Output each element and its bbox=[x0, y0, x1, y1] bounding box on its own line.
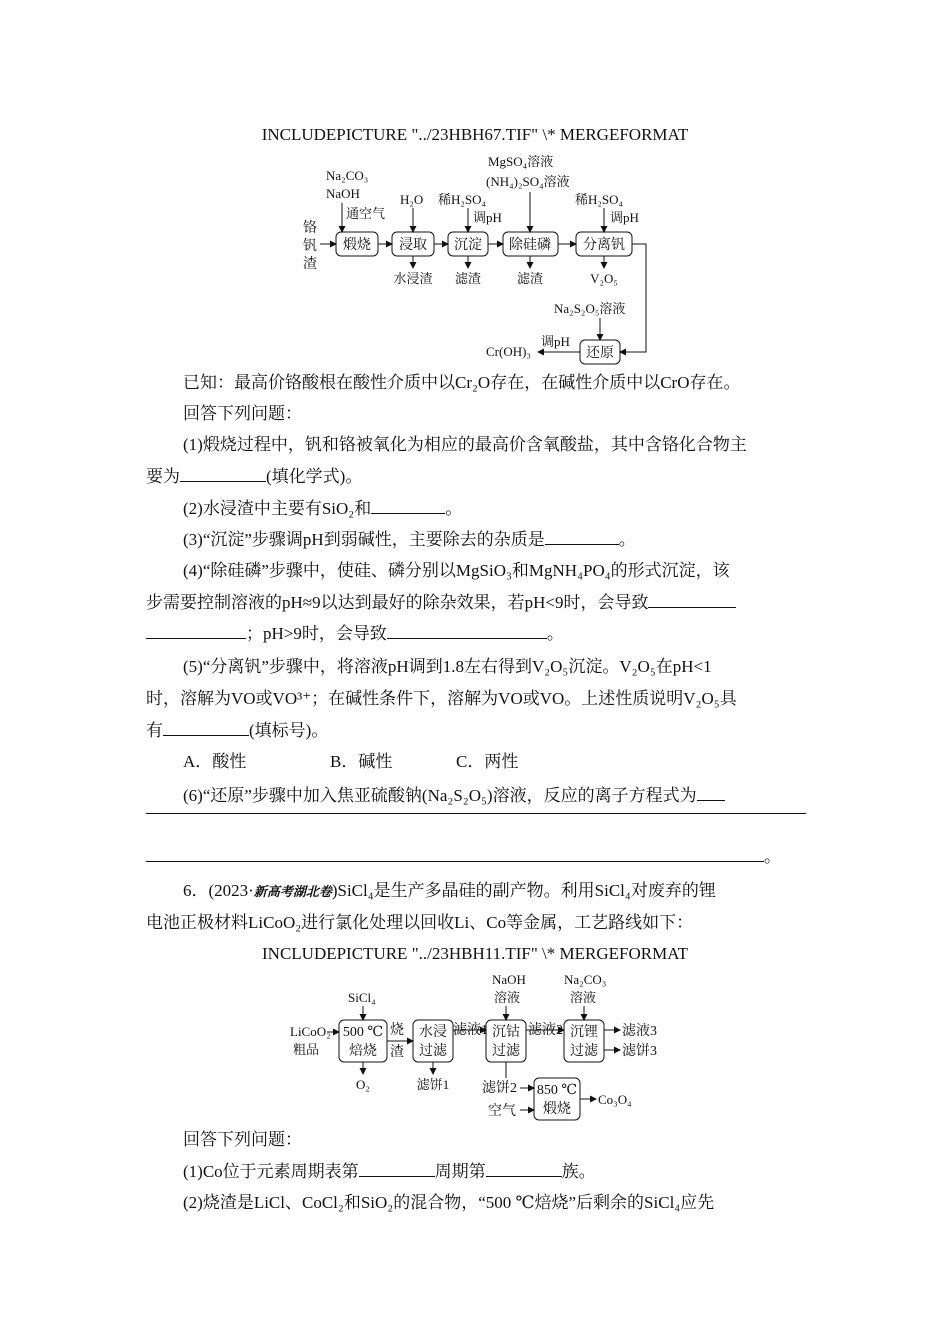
p6-line2: 电池正极材料LiCoO₂进行氯化处理以回收Li、Co等金属，工艺路线如下： bbox=[146, 913, 694, 932]
start-char-2: 钒 bbox=[303, 239, 317, 254]
reagent-h2o: H₂O bbox=[400, 192, 424, 207]
box4-line1: 沉锂 bbox=[570, 1025, 598, 1040]
box-desilicon: 除硅磷 bbox=[509, 238, 551, 253]
source-tag: 新高考湖北卷 bbox=[253, 884, 332, 899]
q4-line2: 步需要控制溶液的pH≈9以达到最好的除杂效果，若pH<9时，会导致 bbox=[146, 591, 736, 614]
known-statement: 已知：最高价铬酸根在酸性介质中以Cr₂O存在，在碱性介质中以CrO存在。 bbox=[183, 373, 741, 392]
box-precipitate: 沉淀 bbox=[454, 238, 482, 253]
q8: (2)烧渣是LiCl、CoCl₂和SiO₂的混合物，“500 ℃焙烧”后剩余的SiCl₄应先 bbox=[183, 1193, 715, 1212]
reagent-adjust-ph-2: 调pH bbox=[610, 210, 639, 225]
q6-line1: (6)“还原”步骤中加入焦亚硫酸钠(Na₂S₂O₅)溶液，反应的离子方程式为 bbox=[183, 784, 725, 807]
q5-option-c[interactable]: C．两性 bbox=[456, 752, 519, 771]
box1-line1: 500 ℃ bbox=[342, 1025, 384, 1040]
out-residue-1: 滤渣 bbox=[454, 271, 482, 286]
reagent-na2co3: Na₂CO₃ bbox=[564, 972, 607, 987]
q5-line1: (5)“分离钒”步骤中，将溶液pH调到1.8左右得到V₂O₅沉淀。V₂O₅在pH<1 bbox=[183, 657, 712, 676]
q5-line2: 时，溶解为VO或VO³⁺；在碱性条件下，溶解为VO或VO。上述性质说明V₂O₅具 bbox=[146, 689, 737, 708]
reagent-naoh-sol: 溶液 bbox=[494, 990, 521, 1005]
reagent-dilute-h2so4-1: 稀H₂SO₄ bbox=[438, 192, 487, 207]
answer-blank[interactable] bbox=[359, 1160, 435, 1177]
box-calcine: 煅烧 bbox=[343, 238, 371, 253]
out-v2o5: V₂O₅ bbox=[590, 271, 618, 286]
out-residue-2: 滤渣 bbox=[516, 271, 544, 286]
include-picture-1: INCLUDEPICTURE "../23HBH67.TIF" \* MERGEFORMAT bbox=[261, 125, 689, 144]
final-cake3: 滤饼3 bbox=[622, 1044, 657, 1059]
mid-ash-1: 烧 bbox=[390, 1023, 404, 1038]
out-o2: O₂ bbox=[356, 1077, 370, 1092]
box5-line1: 850 ℃ bbox=[536, 1083, 578, 1098]
answer-blank[interactable] bbox=[486, 1160, 562, 1177]
start-crude: 粗品 bbox=[293, 1042, 320, 1057]
box3-line1: 沉钴 bbox=[492, 1025, 520, 1040]
reagent-nh4-2so4: (NH₄)₂SO₄溶液 bbox=[486, 174, 570, 189]
q1-line1: (1)煅烧过程中，钒和铬被氧化为相应的最高价含氧酸盐，其中含铬化合物主 bbox=[183, 435, 747, 454]
start-licoo2: LiCoO₂ bbox=[290, 1024, 331, 1039]
out-cake1: 滤饼1 bbox=[416, 1077, 450, 1092]
final-co3o4: Co₃O₄ bbox=[598, 1092, 632, 1107]
box4-line2: 过滤 bbox=[570, 1044, 598, 1059]
box2-line1: 水浸 bbox=[419, 1025, 447, 1040]
q3: (3)“沉淀”步骤调pH到弱碱性，主要除去的杂质是 。 bbox=[183, 530, 636, 549]
mid-filtrate1: 滤液1 bbox=[453, 1023, 488, 1038]
reagent-air: 通空气 bbox=[346, 206, 386, 221]
q1-line2: 要为 (填化学式)。 bbox=[146, 467, 363, 486]
out-croh3: Cr(OH)₃ bbox=[486, 344, 531, 359]
cake2: 滤饼2 bbox=[482, 1081, 517, 1096]
reagent-sicl4: SiCl₄ bbox=[348, 990, 376, 1005]
out-leach-residue: 水浸渣 bbox=[393, 271, 433, 286]
q2: (2)水浸渣中主要有SiO₂和 。 bbox=[183, 499, 463, 518]
reagent-dilute-h2so4-2: 稀H₂SO₄ bbox=[575, 192, 624, 207]
box5-line2: 煅烧 bbox=[543, 1102, 571, 1117]
mid-ash-2: 渣 bbox=[390, 1045, 404, 1060]
box-leach: 浸取 bbox=[399, 238, 427, 253]
q5-line3: 有 (填标号)。 bbox=[146, 721, 329, 740]
reagent-na2s2o5: Na₂S₂O₅溶液 bbox=[554, 301, 626, 316]
reduce-adjust-ph: 调pH bbox=[541, 334, 570, 349]
reagent-na2co3: Na₂CO₃ bbox=[326, 168, 369, 183]
q7: (1)Co位于元素周期表第 周期第 族。 bbox=[183, 1162, 596, 1181]
q4-line1: (4)“除硅磷”步骤中，使硅、磷分别以MgSiO₃和MgNH₄PO₄的形式沉淀，该 bbox=[183, 561, 730, 580]
q4-line3: ；pH>9时，会导致 。 bbox=[146, 622, 564, 645]
box-separate-v: 分离钒 bbox=[583, 238, 625, 253]
answer-prompt: 回答下列问题： bbox=[183, 404, 302, 423]
box2-line2: 过滤 bbox=[419, 1044, 447, 1059]
reagent-naoh: NaOH bbox=[492, 972, 526, 987]
final-filtrate3: 滤液3 bbox=[622, 1024, 657, 1039]
answer-prompt-2: 回答下列问题： bbox=[183, 1130, 302, 1149]
reagent-na2co3-sol: 溶液 bbox=[570, 990, 597, 1005]
box1-line2: 焙烧 bbox=[349, 1044, 377, 1059]
p6-line1: 6．(2023·新高考湖北卷)SiCl₄是生产多晶硅的副产物。利用SiCl₄对废弃的锂 bbox=[183, 881, 716, 900]
mid-filtrate2: 滤液2 bbox=[528, 1023, 563, 1038]
q6-line3: 。 bbox=[146, 845, 781, 868]
start-char-3: 渣 bbox=[303, 257, 317, 272]
q5-option-a[interactable]: A．酸性 bbox=[183, 752, 247, 771]
box3-line2: 过滤 bbox=[492, 1044, 520, 1059]
reagent-mgso4: MgSO₄溶液 bbox=[488, 154, 554, 169]
start-char-1: 铬 bbox=[303, 221, 317, 236]
air: 空气 bbox=[488, 1104, 516, 1119]
q5-option-b[interactable]: B．碱性 bbox=[330, 752, 393, 771]
include-picture-2: INCLUDEPICTURE "../23HBH11.TIF" \* MERGEFORMAT bbox=[262, 944, 688, 963]
reagent-naoh: NaOH bbox=[326, 186, 360, 201]
box-reduce: 还原 bbox=[586, 346, 614, 361]
reagent-adjust-ph-1: 调pH bbox=[473, 210, 502, 225]
